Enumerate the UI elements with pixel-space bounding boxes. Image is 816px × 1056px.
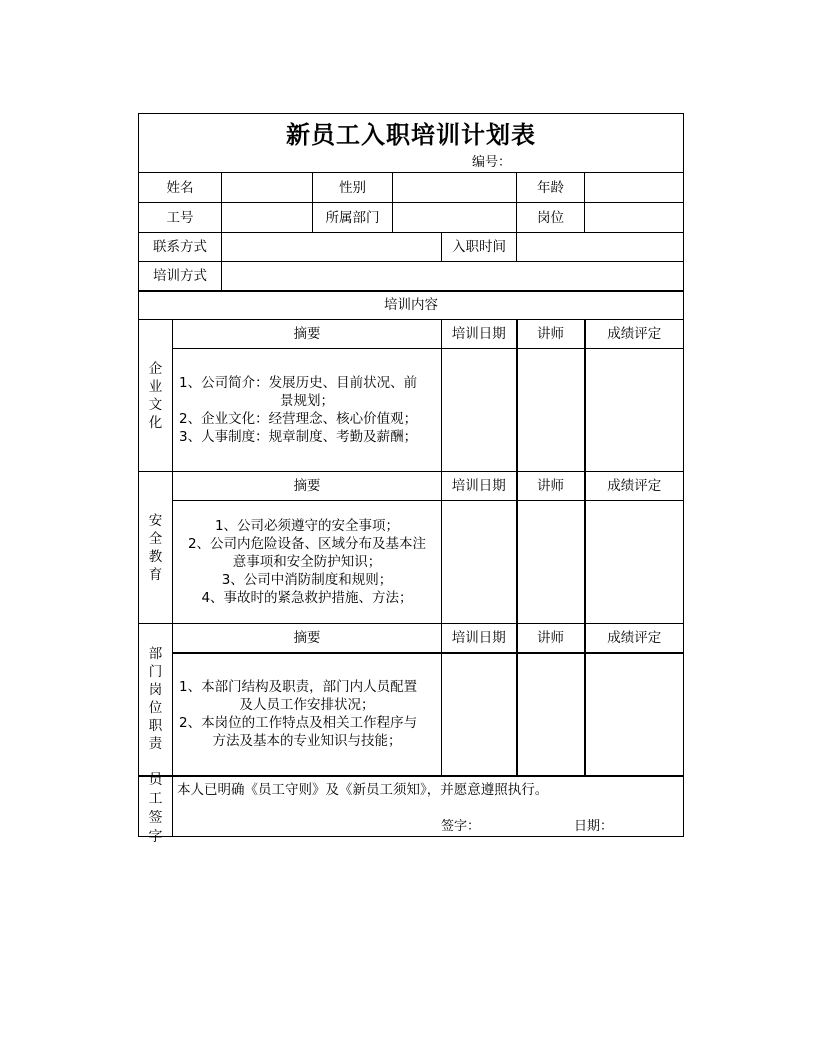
employee-number-field[interactable] xyxy=(222,203,313,233)
gender-label: 性别 xyxy=(313,173,393,203)
gender-field[interactable] xyxy=(393,173,517,203)
lecturer-field[interactable] xyxy=(517,349,585,472)
training-date-field[interactable] xyxy=(442,653,517,776)
signature-statement: 本人已明确《员工守则》及《新员工须知》，并愿意遵照执行。 xyxy=(177,781,549,798)
contact-label: 联系方式 xyxy=(139,233,222,262)
signature-cell xyxy=(173,776,684,837)
contact-field[interactable] xyxy=(222,233,442,262)
join-date-label: 入职时间 xyxy=(442,233,517,262)
department-field[interactable] xyxy=(393,203,517,233)
form-title: 新员工入职培训计划表 xyxy=(286,121,536,149)
training-date-field[interactable] xyxy=(442,349,517,472)
section-label-corporate-culture: 企 业 文 化 xyxy=(139,320,173,472)
lecturer-header: 讲师 xyxy=(517,320,585,349)
serial-number-label: 编号： xyxy=(472,155,512,170)
lecturer-header: 讲师 xyxy=(517,624,585,653)
age-label: 年龄 xyxy=(517,173,585,203)
section-content-corporate-culture: 1、公司简介：发展历史、目前状况、前 景规划； 2、企业文化：经营理念、核心价值观； 3、人事制度：规章制度、考勤及薪酬； xyxy=(173,349,442,472)
join-date-field[interactable] xyxy=(517,233,684,262)
score-field[interactable] xyxy=(585,349,684,472)
employee-number-label: 工号 xyxy=(139,203,222,233)
section-label-safety-education: 安 全 教 育 xyxy=(139,472,173,624)
lecturer-field[interactable] xyxy=(517,653,585,776)
signature-label: 签字： xyxy=(441,818,481,834)
section-label-department-duties: 部 门 岗 位 职 责 xyxy=(139,624,173,776)
lecturer-field[interactable] xyxy=(517,501,585,624)
section-content-department-duties: 1、本部门结构及职责，部门内人员配置 及人员工作安排状况； 2、本岗位的工作特点及相关工作程序与 方法及基本的专业知识与技能； xyxy=(173,653,442,776)
training-mode-field[interactable] xyxy=(222,262,684,291)
age-field[interactable] xyxy=(585,173,684,203)
date-header: 培训日期 xyxy=(442,624,517,653)
summary-header: 摘要 xyxy=(173,320,442,349)
position-field[interactable] xyxy=(585,203,684,233)
name-label: 姓名 xyxy=(139,173,222,203)
training-date-field[interactable] xyxy=(442,501,517,624)
date-header: 培训日期 xyxy=(442,320,517,349)
score-field[interactable] xyxy=(585,653,684,776)
name-field[interactable] xyxy=(222,173,313,203)
summary-header: 摘要 xyxy=(173,624,442,653)
signature-date-label: 日期： xyxy=(574,818,614,834)
title-cell xyxy=(139,114,684,173)
form-table xyxy=(138,113,684,845)
summary-header: 摘要 xyxy=(173,472,442,501)
date-header: 培训日期 xyxy=(442,472,517,501)
score-header: 成绩评定 xyxy=(585,320,684,349)
department-label: 所属部门 xyxy=(313,203,393,233)
training-plan-form xyxy=(138,113,683,845)
position-label: 岗位 xyxy=(517,203,585,233)
score-header: 成绩评定 xyxy=(585,624,684,653)
section-content-safety-education: 1、公司必须遵守的安全事项； 2、公司内危险设备、区域分布及基本注 意事项和安全防护知识； 3、公司中消防制度和规则； 4、事故时的紧急救护措施、方法； xyxy=(173,501,442,624)
score-header: 成绩评定 xyxy=(585,472,684,501)
lecturer-header: 讲师 xyxy=(517,472,585,501)
training-content-header: 培训内容 xyxy=(139,291,684,320)
training-mode-label: 培训方式 xyxy=(139,262,222,291)
signature-section-label: 员 工 签 字 xyxy=(139,776,173,837)
score-field[interactable] xyxy=(585,501,684,624)
